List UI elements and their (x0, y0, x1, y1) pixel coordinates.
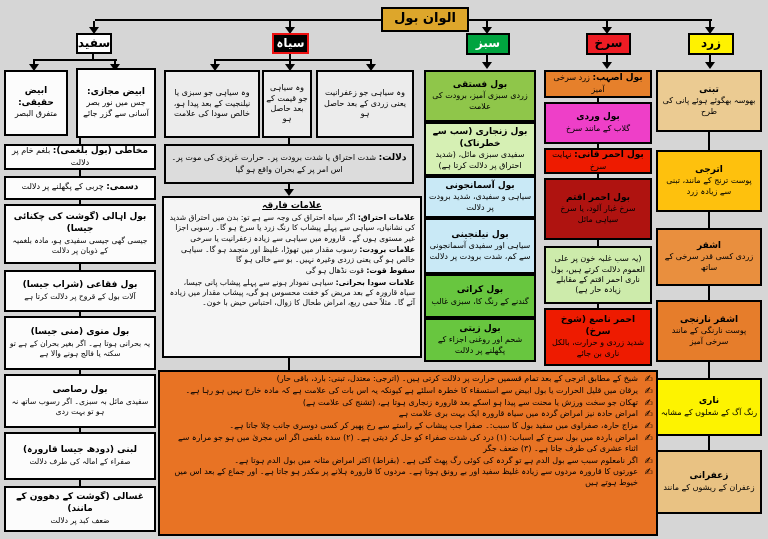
connector-line (597, 304, 599, 308)
paragraph-lead: علامات سودا بحرانی: (335, 277, 415, 287)
green-item-kurrasi (424, 274, 536, 318)
red-item-ashab (544, 70, 652, 98)
yellow-item-ashqar (656, 228, 762, 286)
paragraph-lead: علامات احتراق: (357, 213, 415, 223)
note-text: مزاج حارہ، صفراوی میں سفید بول کا سبب:۔ صفرا جب پیشاب کے راستے سے رخ پھیر کر کسی دوسری جانب چلا جاتا ہے۔ (229, 421, 638, 431)
header-yellow (688, 33, 734, 55)
yellow-item-zafrani (656, 450, 762, 514)
white-item-abyaz-majazi (76, 68, 156, 138)
paragraph-lead: علامات برودت: (359, 244, 415, 254)
yellow-item-utruji (656, 150, 762, 212)
box-body: آلات بول کے قروح پر دلالت کرتا ہے (24, 291, 136, 301)
connector-line (79, 428, 81, 432)
header-black-label: سیاہ (276, 35, 305, 50)
connector-line (597, 174, 599, 178)
connector-line (597, 240, 599, 246)
red-item-wardi (544, 102, 652, 144)
box-title: ابیض حقیقی: (18, 86, 54, 108)
box-body: بلغم خام پر دلالت (12, 145, 90, 167)
notes-box (158, 370, 658, 536)
box-title: تبنی (699, 84, 719, 95)
connector-line (79, 138, 81, 144)
box-title: بول وردی (576, 111, 620, 122)
box-title: بول احمر قانی: (574, 149, 644, 160)
box-body: رنگ آگ کے شعلوں کے مشابہ (660, 407, 758, 417)
connector-line (79, 480, 81, 486)
box-title: بول احمر اقتم (566, 192, 631, 203)
note-text: شیخ کے مطابق اترجی کے بعد تمام قسمیں حرارت پر دلالت کرتی ہیں۔ (اترجی: معتدل، تبنی: بارد، باقی حار) (276, 374, 638, 383)
paragraph-text: رسوب مقدار میں تھوڑا، غلیظ اور منجمد ہو گا۔ سیاہی خالص ہو گی یعنی زردی وغیرہ نہیں۔ بو سے خالی ہو گا (180, 244, 415, 265)
white-item-abyaz-haqiqi (4, 70, 68, 136)
box-title: احمر ناصع (شوخ سرخ) (560, 314, 636, 337)
white-item-ghusali (4, 486, 156, 532)
green-item-zaiti (424, 318, 536, 362)
connector-line (33, 59, 117, 61)
connector-line (79, 370, 81, 374)
box-body: وہ سیاہی جو زعفرانیت یعنی زردی کے بعد حاصل ہو (324, 88, 406, 119)
alamat-paragraph (169, 245, 415, 266)
box-title: بول زیتی (459, 323, 501, 334)
box-body: سفیدی مائل بہ سبزی۔ اگر رسوب ساتھ نہ ہو تو بہت ردی (11, 396, 149, 416)
green-item-zinjari (424, 122, 536, 176)
writing-hand-icon: ✍ (644, 409, 653, 421)
note-text: امراض باردہ میں بول سرخ کے اسباب: (۱) درد کی شدت صفراء کو حل کر دیتی ہے۔ (۲) سدہ بلغمی اگر اس مجریٰ میں ہو جو مرارہ سے اثناء عشری کی طرف جاتا ہے۔ (۳) ضعف جگر (177, 432, 638, 453)
header-green (466, 33, 510, 55)
box-title: غسالی (گوشت کے دھوون کے مانند) (16, 492, 144, 515)
red-item-ahmar-qani (544, 148, 652, 174)
note-text: اگر نامعلوم سبب سے بول الدم ہے تو گردہ کی کوئی رگ پھٹ گئی ہے۔ (بقراط) اکثر امراض مثانہ میں بول الدم ہوتا ہے۔ (234, 455, 638, 465)
box-body: سفیدی سبزی مائل، (شدید احتراق پر دلالت کرتا ہے) (435, 150, 525, 170)
note-row (163, 421, 653, 432)
paragraph-text: قوت نڈھال ہو گی (305, 266, 364, 276)
white-item-labani (4, 432, 156, 480)
note-row (163, 433, 653, 455)
arrow-down-icon (602, 62, 612, 69)
red-note-box (544, 246, 652, 304)
writing-hand-icon: ✍ (644, 385, 653, 397)
header-green-label: سبز (475, 36, 501, 51)
white-item-manwi (4, 316, 156, 370)
box-body: پوست ترنج کے مانند، تبنی سے زیادہ زرد (666, 176, 752, 196)
box-title: دلالت: (378, 152, 407, 163)
box-body: گندنے کے رنگ کا، سبزی غالب (431, 296, 529, 306)
alamat-paragraph (169, 266, 415, 276)
header-white-label: سفید (77, 35, 111, 50)
note-row (163, 374, 653, 385)
connector-line (708, 212, 710, 228)
header-red-label: سرخ (594, 36, 623, 51)
green-item-nilanjini (424, 218, 536, 274)
box-title: بول رصاصی (52, 385, 108, 396)
writing-hand-icon: ✍ (644, 421, 653, 433)
note-text: امراض حادہ نیز امراض گردہ میں سیاہ قارورہ ایک بہت بری علامت ہے (398, 409, 638, 419)
connector-line (708, 286, 710, 300)
white-item-dasmi (4, 176, 156, 200)
yellow-item-nari (656, 378, 762, 436)
box-body: نہایت سرخ (552, 149, 607, 171)
box-body: وہ سیاہی جو قیمت کے بعد حاصل ہو (266, 83, 308, 124)
box-body: شحم اور روغنی اجزاء کے پگھلنے پر دلالت (437, 335, 523, 355)
box-title: اترجی (695, 164, 723, 175)
connector-line (79, 264, 81, 270)
green-item-asmanjuni (424, 176, 536, 218)
box-body: زرد سرخی آمیز (553, 72, 605, 94)
red-item-ahmar-nasia (544, 308, 652, 366)
white-item-mukhati (4, 144, 156, 170)
yellow-item-tibni (656, 70, 762, 132)
box-title: بول فستقی (452, 79, 508, 90)
box-title: مخاطی (بول بلغمی): (52, 145, 148, 156)
black-child-2 (262, 70, 312, 138)
writing-hand-icon: ✍ (644, 467, 653, 479)
connector-line (214, 59, 372, 61)
note-row (163, 398, 653, 409)
connector-line (597, 98, 599, 102)
box-body: جس میں نور بصر آسانی سے گزر جائے (83, 98, 149, 118)
box-title: بول زنجاری (سب سے خطرناک) (432, 126, 528, 149)
arrow-down-icon (705, 62, 715, 69)
connector-line (708, 132, 710, 150)
box-body: گلاب کے مانند سرخ (565, 123, 631, 133)
box-title: بول آسمانجونی (445, 180, 515, 191)
box-body: ضعف کبد پر دلالت (50, 515, 110, 525)
writing-hand-icon: ✍ (644, 397, 653, 409)
header-white (76, 33, 112, 54)
box-body: متفرق البصر (14, 109, 58, 119)
diagram-title (381, 7, 469, 32)
box-body: بھوسہ بھگوئے ہوئے پانی کی طرح (662, 96, 756, 116)
box-body: صفراء کے امالہ کی طرف دلالت (29, 456, 131, 466)
paragraph-lead: سقوط قوت: (366, 266, 415, 276)
writing-hand-icon: ✍ (644, 374, 653, 385)
box-title: اشقر نارنجی (679, 314, 739, 325)
connector-line (708, 436, 710, 450)
note-row (163, 456, 653, 467)
box-title: ابیض مجازی: (86, 86, 146, 97)
writing-hand-icon: ✍ (644, 455, 653, 467)
alamat-paragraph (169, 213, 415, 244)
box-title: لبنی (دودھ جیسا قارورہ) (23, 445, 137, 456)
box-title: زعفرانی (689, 470, 729, 481)
note-row (163, 386, 653, 397)
box-body: وہ سیاہی جو سبزی یا نیلنجیت کے بعد پیدا ہو، خالص سودا کی علامت (173, 88, 251, 119)
box-title: بول فقاعی (شراب جیسا) (22, 280, 138, 291)
arrow-down-icon (482, 62, 492, 69)
note-row (163, 409, 653, 420)
black-child-3 (316, 70, 414, 138)
red-item-ahmar-aqtam (544, 178, 652, 240)
connector-line (79, 312, 81, 316)
black-dalalat-box (164, 144, 414, 184)
box-body: شدید زردی و حرارت، بالکل ناری بن جائے (551, 338, 645, 358)
box-body: زردی سبزی آمیز، برودت کی علامت (432, 91, 528, 111)
box-body: سرخ غبار آلود، یا سرخ سیاہی مائل (560, 204, 636, 224)
box-title: بول کراثی (456, 284, 504, 295)
white-item-ahali (4, 204, 156, 264)
connector-line (597, 144, 599, 148)
note-row (163, 467, 653, 489)
paragraph-text: اگر سیاہ احتراق کی وجہ سے ہے تو: بدن میں احتراق شدید کی نشانیاں، سیاہی سے پہلے پیشاب کا رنگ زرد یا سرخ ہو گا۔ رسوبی اجزا غیر مستوی ہوں گے۔ قارورہ میں سیاہی سے زیادہ زعفرانیت یا سرخی (169, 213, 415, 243)
note-text: یرقان میں قلیل الحرارت یا بول ابیض سے استسقاء کا خطرہ اسلئے ہے کیونکہ یہ اس بات کی علامت ہے کہ مادہ خارج نہیں ہو رہا ہے۔ (185, 385, 638, 395)
box-body: یہ بحرانی ہوتا ہے۔ اگر بغیر بحران کے ہے تو سکتہ یا فالج ہونے والا ہے (9, 338, 151, 358)
black-child-1 (164, 70, 260, 138)
box-title: بول اہالی (گوشت کی چکنائی جیسا) (13, 212, 147, 235)
white-item-fuqai (4, 270, 156, 312)
connector-line (288, 358, 290, 370)
green-item-fustuqi (424, 70, 536, 122)
white-item-rasasi (4, 374, 156, 428)
paragraph-text: سیاہی نمودار ہونے سے پہلے پیشاب پانی جیسا، سیاہ قارورہ کے بعد مریض کو خفت محسوس ہو گی، پیشاب مقدار میں زیادہ آئے گا۔ مثلاً حمی ربع، امراض طحال کا زوال، احتباس حیض با خون۔ (169, 277, 415, 308)
diagram-title-label: الوان بول (394, 11, 456, 27)
black-alamat-fariqa-box (162, 196, 422, 358)
box-body: سیاہی اور سفیدی آسمانجونی سے کم، شدت برودت پر دلالت (429, 241, 531, 261)
box-title: ناری (698, 395, 720, 406)
box-body: زعفران کے ریشوں کے مانند (663, 482, 755, 492)
writing-hand-icon: ✍ (644, 432, 653, 444)
yellow-item-ashqar-naranji (656, 300, 762, 362)
note-text: عورتوں کا قارورہ مردوں سے زیادہ غلیظ سفید اور بے رونق ہوتا ہے۔ مردوں کا قارورہ ہلانے پر مکدر ہو جاتا ہے۔ اور جماع کے بعد اس میں خیوط ہوتے ہیں (174, 467, 638, 488)
box-body: (یہ سب غلبہ خون پر علی العموم دلالت کرتے ہیں، بول ناری احمر اقتم کے مقابلے زیادہ حار ہے) (551, 254, 645, 295)
box-body: جیسی گھی جیسی سفیدی ہو، مادہ بلغمیہ کے ذوبان پر دلالت (12, 235, 148, 255)
box-body: زردی کسی قدر سرخی کے ساتھ (664, 252, 754, 272)
box-title: دسمی: (106, 182, 139, 193)
box-title: بول منوی (منی جیسا) (30, 327, 130, 338)
box-title: بول نیلنجینی (451, 229, 509, 240)
connector-line (79, 200, 81, 204)
note-text: تھکان جو سخت ورزش یا محنت سے پیدا ہو اسکے بعد قارورہ زنجاری ہوتا ہے، (تشنج کی علامت ہے) (302, 397, 638, 407)
box-body: چربی کے پگھلنے پر دلالت (21, 182, 104, 192)
alamat-paragraph (169, 278, 415, 309)
header-black (272, 33, 309, 54)
box-body: سیاہی و سفیدی، شدید برودت پر دلالت (428, 192, 532, 212)
connector-line (708, 362, 710, 378)
box-title: بول اصہب: (592, 72, 643, 83)
connector-line (79, 170, 81, 176)
header-yellow-label: زرد (701, 36, 721, 51)
box-title: اشقر (697, 240, 722, 251)
alamat-title: علامات فارقہ (262, 201, 322, 211)
arrow-down-icon (284, 189, 294, 196)
header-red (586, 33, 631, 55)
box-body: شدت احتراق یا شدت برودت پر۔ حرارت غریزی کی موت پر۔ اس امر پر کے بحران واقع ہو گیا (171, 152, 377, 174)
box-body: پوست نارنگی کے مانند سرخی آمیز (671, 326, 747, 346)
